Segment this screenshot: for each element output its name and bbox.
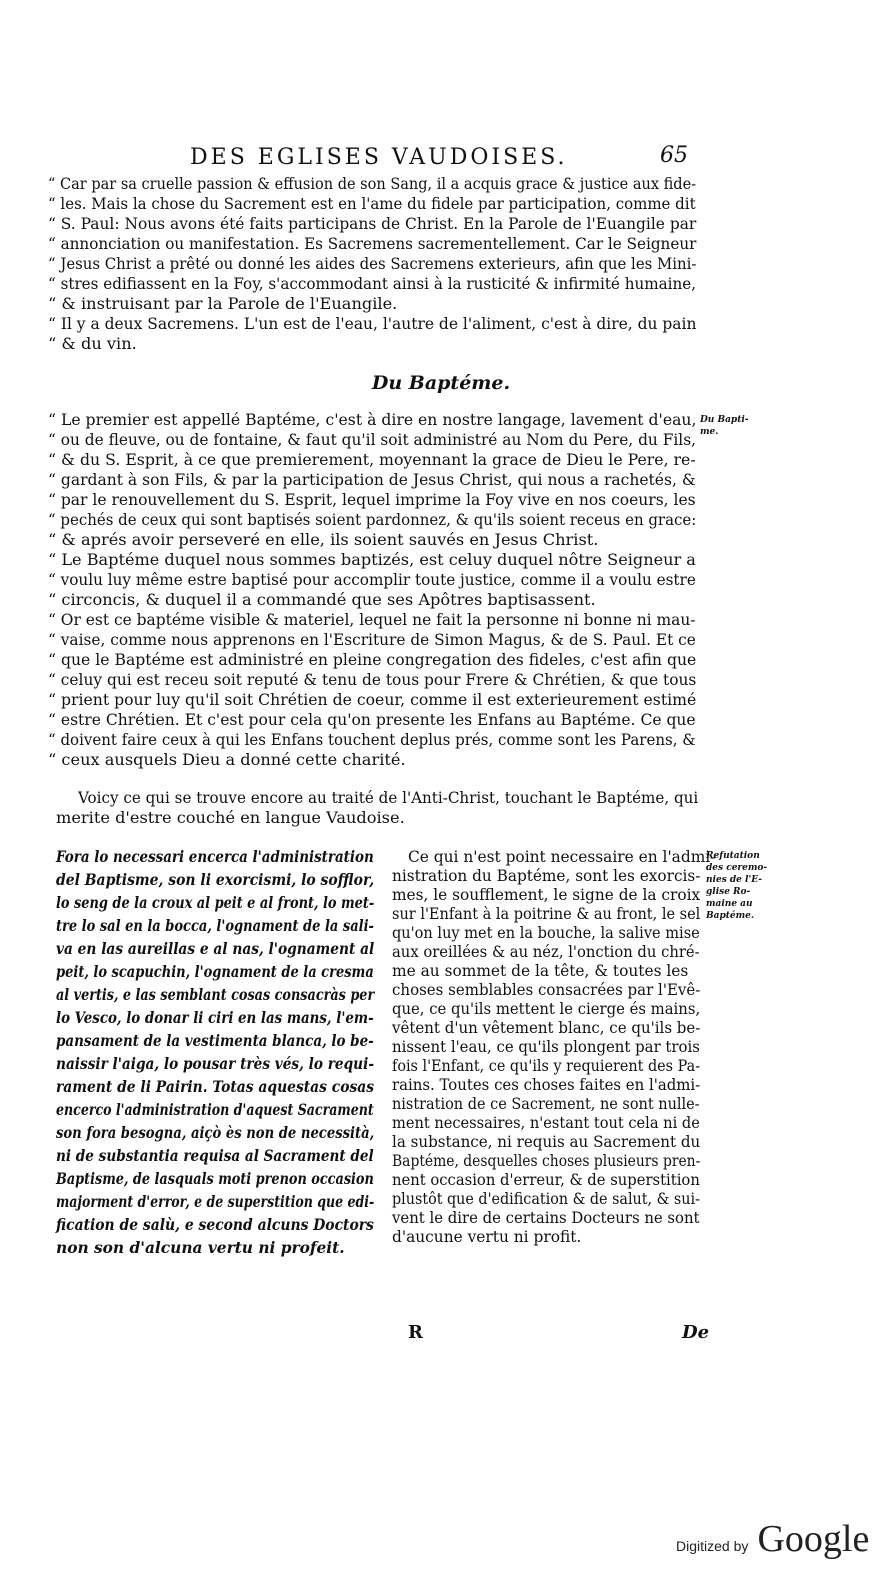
text-line: vêtent d'un vêtement blanc, ce qu'ils be- [392, 1019, 701, 1037]
margin-note-line: Refutation [706, 851, 760, 861]
text-line: “ que le Baptéme est administré en pleine congregation des fideles, c'est afin que [48, 650, 697, 669]
margin-note-line: nies de l'E- [706, 875, 762, 885]
running-title: DES EGLISES VAUDOISES. [190, 145, 568, 170]
text-line: “ Or est ce baptéme visible & materiel, lequel ne fait la personne ni bonne ni mau- [48, 610, 696, 629]
text-line: nistration de ce Sacrement, ne sont nulle- [392, 1095, 700, 1113]
text-line: lo Vesco, lo donar li ciri en las mans, l'em- [56, 1009, 374, 1027]
text-line: “ celuy qui est receu soit reputé & tenu de tous pour Frere & Chrétien, & que tous [48, 670, 697, 689]
text-line: “ estre Chrétien. Et c'est pour cela qu'on presente les Enfans au Baptéme. Ce que [48, 710, 696, 729]
text-line: son fora besogna, aiçò ès non de necessità, [56, 1124, 375, 1142]
text-line: “ & instruisant par la Parole de l'Euangile. [48, 294, 398, 313]
text-line: rament de li Pairin. Totas aquestas cosas [56, 1078, 375, 1096]
text-line: Baptisme, de lasquals moti prenon occasion [56, 1170, 374, 1188]
text-line: “ & du S. Esprit, à ce que premierement, moyennant la grace de Dieu le Pere, re- [48, 450, 696, 469]
text-line: “ par le renouvellement du S. Esprit, lequel imprime la Foy vive en nos coeurs, les [48, 490, 696, 509]
text-line: ni de substantia requisa al Sacrament del [56, 1147, 374, 1165]
text-line: “ doivent faire ceux à qui les Enfans touchent deplus prés, comme sont les Parens, & [48, 730, 696, 749]
text-line: “ stres edifiassent en la Foy, s'accommodant ainsi à la rusticité & infirmité humaine, [48, 274, 697, 293]
margin-note-line: des ceremo- [706, 863, 768, 873]
text-line: “ ceux ausquels Dieu a donné cette charité. [48, 750, 406, 769]
text-line: fication de salù, e second alcuns Doctors [56, 1216, 374, 1234]
text-line: “ pechés de ceux qui sont baptisés soient pardonnez, & qu'ils soient receus en grace: [48, 510, 697, 529]
text-line: “ vaise, comme nous apprenons en l'Escriture de Simon Magus, & de S. Paul. Et ce [48, 630, 696, 649]
text-line: qu'on luy met en la bouche, la salive mise [392, 924, 700, 942]
text-line: va en las aureillas e al nas, l'ognament al [56, 940, 375, 958]
margin-note-line: Du Bapti- [700, 415, 749, 425]
text-line: “ ou de fleuve, ou de fontaine, & faut qu'il soit administré au Nom du Pere, du Fils, [48, 430, 697, 449]
text-line: “ gardant à son Fils, & par la participation de Jesus Christ, qui nous a rachetés, & [48, 470, 696, 489]
text-line: tre lo sal en la bocca, l'ognament de la sali- [56, 917, 374, 935]
text-line: “ Il y a deux Sacremens. L'un est de l'eau, l'autre de l'aliment, c'est à dire, du pain [48, 314, 697, 333]
text-line: Fora lo necessari encerca l'administration [56, 848, 374, 866]
text-line: “ Le Baptéme duquel nous sommes baptizés, est celuy duquel nôtre Seigneur a [48, 550, 696, 569]
google-logo: Google [757, 1518, 870, 1560]
text-line: merite d'estre couché en langue Vaudoise. [56, 808, 405, 827]
google-watermark [676, 1517, 869, 1561]
text-line: d'aucune vertu ni profit. [392, 1228, 582, 1246]
text-line: Baptéme, desquelles choses plusieurs pren- [392, 1152, 701, 1170]
text-line: peit, lo scapuchin, l'ognament de la cresma [56, 963, 374, 981]
signature-mark: R [408, 1322, 423, 1343]
text-line: mes, le soufflement, le signe de la croix [392, 886, 701, 904]
text-line: pansament de la vestimenta blanca, lo be- [56, 1032, 374, 1050]
margin-note-line: glise Ro- [706, 887, 751, 897]
text-line: al vertis, e las semblant cosas consacràs per [56, 986, 375, 1004]
text-line: “ circoncis, & duquel il a commandé que ses Apôtres baptisassent. [48, 590, 596, 609]
text-line: lo seng de la croux al peit e al front, lo met- [56, 894, 375, 912]
text-line: plustôt que d'edification & de salut, & sui- [392, 1190, 700, 1208]
text-line: “ Car par sa cruelle passion & effusion de son Sang, il a acquis grace & justice aux fide- [48, 174, 697, 193]
watermark-prefix: Digitized by [676, 1538, 749, 1554]
text-line: rains. Toutes ces choses faites en l'admi- [392, 1076, 701, 1094]
text-line: “ prient pour luy qu'il soit Chrétien de coeur, comme il est exterieurement estimé [48, 690, 697, 709]
section-title: Du Baptéme. [371, 372, 511, 394]
margin-note-line: me. [700, 427, 719, 437]
margin-note-line: maine au [706, 899, 753, 909]
catchword: De [682, 1322, 710, 1343]
text-line: majorment d'error, e de superstition que edi- [56, 1193, 375, 1211]
text-line: naissir l'aiga, lo pousar très vés, lo requi- [56, 1055, 374, 1073]
text-line: fois l'Enfant, ce qu'ils y requierent des Pa- [392, 1057, 701, 1075]
text-line: “ Le premier est appellé Baptéme, c'est à dire en nostre langage, lavement d'eau, [48, 410, 697, 429]
text-line: sur l'Enfant à la poitrine & au front, le sel [392, 905, 701, 923]
text-line: “ & aprés avoir perseveré en elle, ils soient sauvés en Jesus Christ. [48, 530, 599, 549]
text-line: del Baptisme, son li exorcismi, lo sofflor, [56, 871, 375, 889]
text-line: nistration du Baptéme, sont les exorcis- [392, 867, 701, 885]
margin-note-refutation [706, 850, 767, 922]
text-line: choses semblables consacrées par l'Evê- [392, 981, 701, 999]
margin-note-line: Baptéme. [706, 911, 754, 921]
page-number: 65 [660, 143, 688, 168]
text-line: nent occasion d'erreur, & de superstition [392, 1171, 700, 1189]
text-line: me au sommet de la tête, & toutes les [392, 962, 689, 980]
text-line: non son d'alcuna vertu ni profeit. [56, 1239, 345, 1257]
text-line: “ Jesus Christ a prêté ou donné les aides des Sacremens exterieurs, afin que les Mini- [48, 254, 697, 273]
text-line: aux oreillées & au néz, l'onction du chré- [392, 943, 700, 961]
text-line: vent le dire de certains Docteurs ne sont [392, 1209, 700, 1227]
margin-note-baptism [700, 414, 749, 438]
text-line: Voicy ce qui se trouve encore au traité de l'Anti-Christ, touchant le Baptéme, qui [78, 788, 699, 807]
text-line: encerco l'administration d'aquest Sacrament [56, 1101, 374, 1119]
text-line: la substance, ni requis au Sacrement du [392, 1133, 701, 1151]
text-line: nissent l'eau, ce qu'ils plongent par trois [392, 1038, 700, 1056]
text-line: Ce qui n'est point necessaire en l'admi- [408, 848, 716, 866]
text-line: “ & du vin. [48, 334, 137, 353]
text-line: ment necessaires, n'estant tout cela ni de [392, 1114, 700, 1132]
text-line: “ voulu luy même estre baptisé pour accomplir toute justice, comme il a voulu estre [48, 570, 696, 589]
text-line: “ S. Paul: Nous avons été faits participans de Christ. En la Parole de l'Euangile par [48, 214, 697, 233]
text-line: “ les. Mais la chose du Sacrement est en l'ame du fidele par participation, comme dit [48, 194, 696, 213]
text-line: que, ce qu'ils mettent le cierge és mains, [392, 1000, 701, 1018]
text-line: “ annonciation ou manifestation. Es Sacremens sacrementellement. Car le Seigneur [48, 234, 697, 253]
